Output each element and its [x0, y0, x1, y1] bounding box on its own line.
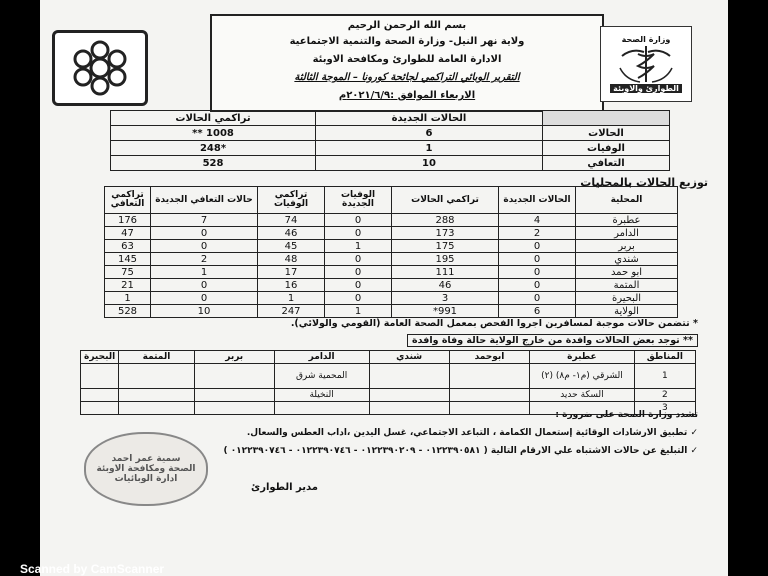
summary-cum: 1008 **: [111, 126, 316, 141]
summary-header-row: [111, 111, 670, 126]
table-cell: 4: [499, 214, 576, 227]
areas-header-cell: ابوحمد: [449, 351, 529, 364]
summary-cum: 528: [111, 156, 316, 171]
table-cell: 0: [325, 279, 392, 292]
dist-header-cell: المحلية: [576, 187, 678, 214]
table-cell: 1: [634, 364, 695, 389]
logo-top-text: وزارة الصحة: [621, 35, 671, 44]
table-cell: 75: [105, 266, 151, 279]
locality-cell: البحيرة: [576, 292, 678, 305]
areas-header-cell: بربر: [194, 351, 274, 364]
distribution-title: توزيع الحالات بالمحليات: [580, 176, 708, 189]
logo-bottom-text: الطوارئ والاوبئة: [610, 84, 682, 93]
distribution-table: [104, 186, 678, 318]
table-row: [105, 292, 678, 305]
summary-new: 6: [316, 126, 543, 141]
footer-item-text: التبليغ عن حالات الاشتباه علي الارقام التالية ( ٠١٢٢٣٩٠٥٨١ - ٠١٢٢٣٩٠٢٠٩ - ٠١٢٢٣٩٠٧٤٦ - ٠١٢٢٣٩٠٧٤٦ ): [223, 446, 688, 456]
table-cell: [81, 364, 119, 389]
locality-cell: الولاية: [576, 305, 678, 318]
areas-table: [80, 350, 696, 415]
summary-table: [110, 110, 670, 171]
footer-hotline-item: [223, 446, 698, 456]
caduceus-icon: [616, 44, 676, 84]
table-cell: 195: [392, 253, 499, 266]
table-cell: 0: [499, 266, 576, 279]
dist-header-cell: الوفيات الجديدة: [325, 187, 392, 214]
table-cell: [194, 402, 274, 415]
table-cell: 47: [105, 227, 151, 240]
table-cell: 176: [105, 214, 151, 227]
table-cell: [119, 402, 195, 415]
table-row: [105, 214, 678, 227]
table-cell: السكة حديد: [530, 389, 635, 402]
summary-row-cases: [111, 126, 670, 141]
summary-row-recovery: [111, 156, 670, 171]
table-cell: [194, 389, 274, 402]
table-row: [105, 240, 678, 253]
areas-header-cell: الدامر: [274, 351, 369, 364]
areas-header-cell: المتمة: [119, 351, 195, 364]
table-row-total: [105, 305, 678, 318]
table-cell: 111: [392, 266, 499, 279]
distribution-header-row: [105, 187, 678, 214]
areas-header-cell: المناطق: [634, 351, 695, 364]
table-cell: 0: [151, 292, 258, 305]
table-cell: [449, 364, 529, 389]
table-cell: 1: [325, 305, 392, 318]
table-row: [105, 227, 678, 240]
table-cell: 991*: [392, 305, 499, 318]
state-ministry-line: ولاية نهر النيل- وزارة الصحة والتنمية الاجتماعية: [289, 36, 525, 47]
footer-intro: تشدد وزارة الصحة على ضرورة :: [555, 410, 698, 420]
table-cell: الشرقي (م١- م٨) (٢): [530, 364, 635, 389]
table-cell: 175: [392, 240, 499, 253]
table-cell: 0: [499, 253, 576, 266]
table-cell: [449, 402, 529, 415]
stamp-line: الصحة ومكافحة الاوبئة: [96, 464, 196, 474]
table-cell: 46: [392, 279, 499, 292]
department-line: الادارة العامة للطوارئ ومكافحة الاوبئة: [312, 54, 502, 65]
table-cell: 0: [325, 214, 392, 227]
table-cell: 528: [105, 305, 151, 318]
report-header: [210, 14, 604, 112]
table-cell: 247: [258, 305, 325, 318]
table-cell: 145: [105, 253, 151, 266]
table-row: [81, 389, 696, 402]
table-cell: 1: [325, 240, 392, 253]
basmala: بسم الله الرحمن الرحيم: [347, 20, 467, 31]
summary-label: الحالات: [543, 126, 670, 141]
areas-header-row: [81, 351, 696, 364]
table-cell: [274, 402, 369, 415]
report-title: التقرير الوبائي التراكمي لجائحة كورونا – الموجة الثالثة: [294, 72, 520, 83]
table-cell: [369, 402, 449, 415]
table-cell: [81, 402, 119, 415]
table-cell: 1: [105, 292, 151, 305]
table-cell: [119, 364, 195, 389]
locality-cell: شندي: [576, 253, 678, 266]
table-cell: 46: [258, 227, 325, 240]
summary-header-cell: تراكمي الحالات: [111, 111, 316, 126]
areas-header-cell: البحيرة: [81, 351, 119, 364]
ministry-emblem-logo: [52, 30, 148, 106]
dist-header-cell: تراكمي التعافي: [105, 187, 151, 214]
table-cell: 0: [325, 253, 392, 266]
locality-cell: عطبرة: [576, 214, 678, 227]
checkmark-icon: ✓: [687, 446, 698, 456]
table-cell: 2: [634, 389, 695, 402]
table-cell: النخيلة: [274, 389, 369, 402]
table-cell: 3: [392, 292, 499, 305]
dist-header-cell: الحالات الجديدة: [499, 187, 576, 214]
dist-header-cell: تراكمي الوفيات: [258, 187, 325, 214]
table-cell: 1: [258, 292, 325, 305]
table-cell: 1: [151, 266, 258, 279]
table-cell: 7: [151, 214, 258, 227]
locality-cell: الدامر: [576, 227, 678, 240]
table-cell: 10: [151, 305, 258, 318]
table-cell: 0: [499, 292, 576, 305]
table-cell: 0: [151, 227, 258, 240]
table-cell: 3: [634, 402, 695, 415]
emergency-dept-logo: [600, 26, 692, 102]
table-cell: 0: [499, 240, 576, 253]
report-date: الاربعاء الموافق :٢٠٢١/٦/٩م: [338, 90, 476, 101]
table-cell: 0: [151, 240, 258, 253]
table-cell: 2: [151, 253, 258, 266]
locality-cell: المتمة: [576, 279, 678, 292]
table-cell: [369, 364, 449, 389]
table-cell: 0: [499, 279, 576, 292]
footnote-travellers: * تتضمن حالات موجبة لمسافرين اجروا الفحص بمعمل الصحة العامة (القومي والولائي).: [290, 318, 698, 329]
table-row: [105, 266, 678, 279]
table-cell: [119, 389, 195, 402]
signature-title: مدير الطوارئ: [251, 482, 318, 493]
official-stamp: [84, 432, 208, 506]
summary-header-cell: [543, 111, 670, 126]
footer-item-text: تطبيق الارشادات الوقائية إستعمال الكمامة ، التباعد الاجتماعي، غسل اليدين ،اداب العطس والسعال.: [246, 428, 688, 438]
dist-header-cell: تراكمي الحالات: [392, 187, 499, 214]
table-row: [105, 253, 678, 266]
table-cell: 0: [151, 279, 258, 292]
table-cell: 21: [105, 279, 151, 292]
table-cell: [81, 389, 119, 402]
locality-cell: بربر: [576, 240, 678, 253]
summary-new: 10: [316, 156, 543, 171]
table-cell: 2: [499, 227, 576, 240]
summary-label: الوفيات: [543, 141, 670, 156]
table-cell: 63: [105, 240, 151, 253]
summary-cum: *248: [111, 141, 316, 156]
footnote-imported: ** توجد بعض الحالات وافدة من خارج الولاية حالة وفاة وافدة: [407, 334, 698, 347]
stamp-line: سمية عمر احمد: [111, 454, 181, 464]
table-cell: [369, 389, 449, 402]
summary-row-deaths: [111, 141, 670, 156]
summary-header-cell: الحالات الجديدة: [316, 111, 543, 126]
table-cell: [194, 364, 274, 389]
table-row: [81, 364, 696, 389]
table-cell: 0: [325, 266, 392, 279]
document-page: [40, 0, 728, 576]
areas-header-cell: عطبرة: [530, 351, 635, 364]
locality-cell: ابو حمد: [576, 266, 678, 279]
table-cell: 16: [258, 279, 325, 292]
table-cell: 17: [258, 266, 325, 279]
table-cell: 74: [258, 214, 325, 227]
table-cell: 0: [325, 227, 392, 240]
dist-header-cell: حالات التعافي الجديدة: [151, 187, 258, 214]
scanner-watermark: Scanned by CamScanner: [20, 562, 165, 576]
table-row: [105, 279, 678, 292]
table-cell: المحمية شرق: [274, 364, 369, 389]
checkmark-icon: ✓: [687, 428, 698, 438]
stamp-line: ادارة الوبائيات: [114, 474, 178, 484]
table-cell: 6: [499, 305, 576, 318]
table-cell: 173: [392, 227, 499, 240]
summary-label: التعافي: [543, 156, 670, 171]
table-cell: [449, 389, 529, 402]
summary-new: 1: [316, 141, 543, 156]
table-cell: 288: [392, 214, 499, 227]
table-cell: 48: [258, 253, 325, 266]
areas-header-cell: شندي: [369, 351, 449, 364]
footer-guideline-item: [247, 428, 698, 438]
table-cell: 0: [325, 292, 392, 305]
flower-emblem-icon: [65, 40, 135, 96]
table-cell: 45: [258, 240, 325, 253]
